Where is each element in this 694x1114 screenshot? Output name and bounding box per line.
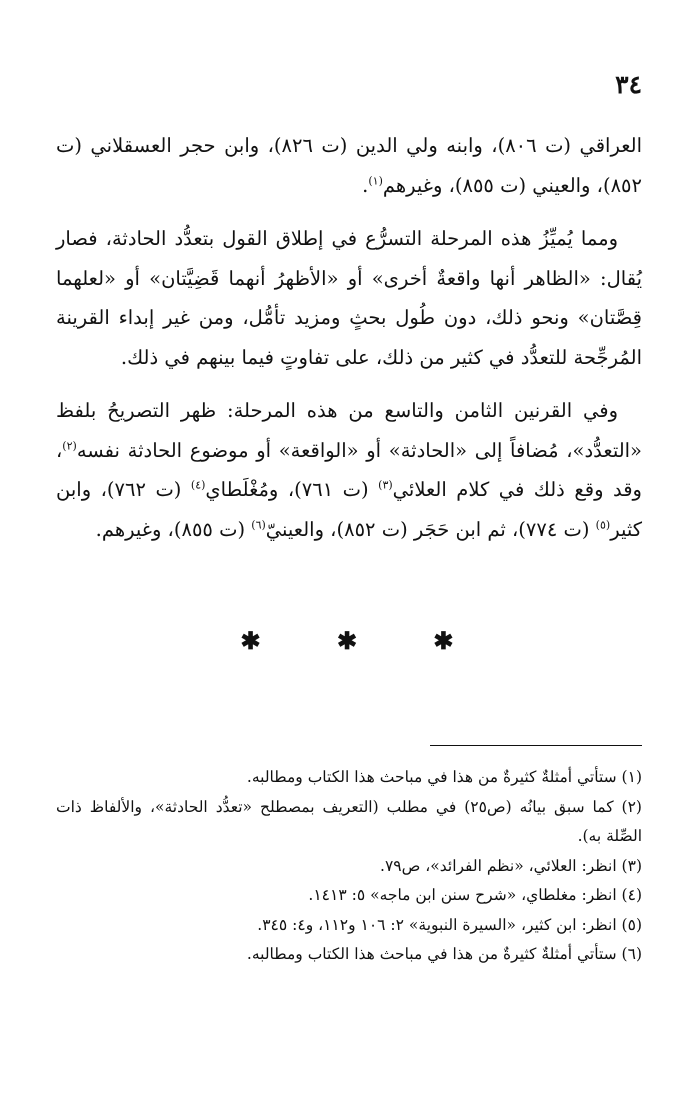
footnote-ref-3: (٣) [378,478,393,492]
footnote-divider [430,745,642,746]
footnote-ref-2: (٢) [62,439,77,452]
paragraph-2: ومما يُميِّزُ هذه المرحلة التسرُّع في إطلاق القول بتعدُّد الحادثة، فصار يُقال: «الظاهر أنها واقعةٌ أخرى» أو «الأظهرُ أنهما قَضِيَّتان» أو «لعلهما قِصَّتان» ونحو ذلك، دون طُول بحثٍ ومزيد تأمُّل، ومن غير إبداء القرينة المُرجِّحة للتعدُّد في كثير من ذلك، على تفاوتٍ فيما بينهم في ذلك. [56,227,642,369]
footnotes [56,763,642,970]
section-separator [0,626,694,655]
paragraph-3-part-6: (ت ٨٥٥)، وغيرهم. [95,517,252,541]
paragraph-3-part-2: ، وقد وقع ذلك في كلام العلائي [56,438,642,501]
paragraph-3 [56,391,642,549]
footnote-2: (٢) كما سبق بيانُه (ص٢٥) في مطلب (التعريف بمصطلح «تعدُّد الحادثة»، والألفاظ ذات الصِّلة به). [56,797,642,845]
separator-star-icon: ✱ [240,626,261,655]
footnote-3: (٣) انظر: العلائي، «نظم الفرائد»، ص٧٩. [380,856,642,875]
paragraph-3-part-4: (ت ٧٦٢)، وابن كثير [56,478,642,541]
footnote-1: (١) ستأتي أمثلةٌ كثيرةٌ من هذا في مباحث هذا الكتاب ومطالبه. [246,768,642,786]
footnote-5: (٥) انظر: ابن كثير، «السيرة النبوية» ٢: ١٠٦ و١١٢، و٤: ٣٤٥. [257,915,642,934]
footnote-ref-1: (١) [368,174,383,187]
footnote-ref-6: (٦) [251,518,266,531]
footnote-ref-4: (٤) [190,478,206,492]
separator-star-icon: ✱ [336,626,358,655]
separator-star-icon: ✱ [433,626,454,655]
paragraph-1-end: . [362,173,369,197]
paragraph-3-part-5: (ت ٧٧٤)، ثم ابن حَجَر (ت ٨٥٢)، والعينيّ [265,517,596,541]
paragraph-3-part-1: وفي القرنين الثامن والتاسع من هذه المرحلة: ظهر التصريحُ بلفظ «التعدُّد»، مُضافاً إلى «الحادثة» أو «الواقعة» أو موضوع الحادثة نفسه [56,399,642,462]
paragraph-1 [56,126,642,205]
footnote-4: (٤) انظر: مغلطاي، «شرح سنن ابن ماجه» ٥: ١٤١٣. [308,886,642,904]
paragraph-3-part-3: (ت ٧٦١)، ومُغْلَطاي [205,478,379,501]
footnote-6: (٦) ستأتي أمثلةٌ كثيرةٌ من هذا في مباحث هذا الكتاب ومطالبه. [246,945,642,963]
footnote-ref-5: (٥) [595,518,611,531]
main-text [56,126,642,549]
page-number: ٣٤ [615,70,642,99]
paragraph-1-text: العراقي (ت ٨٠٦)، وابنه ولي الدين (ت ٨٢٦)، وابن حجر العسقلاني (ت ٨٥٢)، والعيني (ت ٨٥٥)، وغيرهم [56,134,643,197]
